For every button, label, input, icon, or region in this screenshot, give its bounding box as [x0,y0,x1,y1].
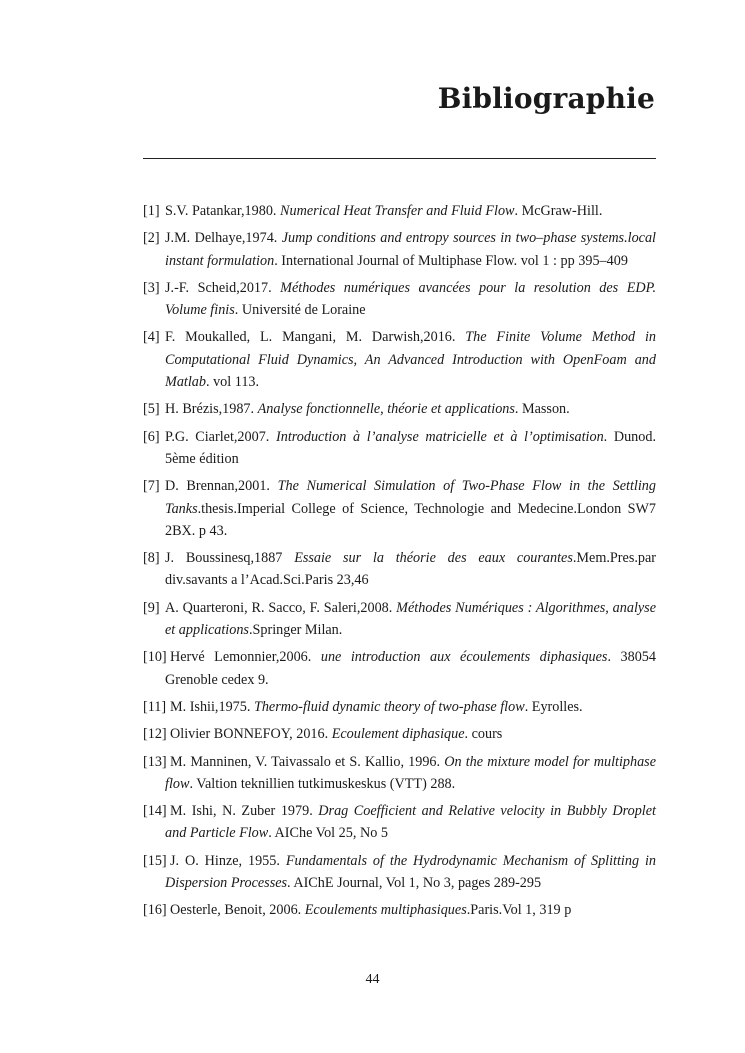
bibliography-entry [143,646,656,691]
entry-title: Ecoulement diphasique [331,726,465,743]
entry-publisher: . Université de Loraine [234,302,366,319]
entry-publisher: . vol 113. [205,374,260,391]
entry-text [165,401,570,417]
entry-authors-year: P.G. Ciarlet,2007. [165,428,276,445]
bibliography-entry [143,800,656,845]
entry-publisher: .Springer Milan. [248,622,343,639]
entry-text [165,649,656,687]
bibliography-entry [143,723,656,745]
entry-title: Ecoulements multiphasiques [304,902,467,919]
bibliography-entry [143,899,656,921]
entry-text [170,699,583,715]
entry-number: [7] [143,478,160,495]
chapter-title: Bibliographie [437,82,655,115]
entry-title: Jump conditions and entropy sources in two–phase systems.local instant formulation [165,230,656,269]
entry-authors-year: A. Quarteroni, R. Sacco, F. Saleri,2008. [165,599,397,616]
entry-text [165,429,656,467]
entry-text [165,550,656,588]
entry-authors-year: J. Boussinesq,1887 [165,550,295,567]
entry-text [165,230,656,268]
entry-authors-year: M. Manninen, V. Taivassalo et S. Kallio, 1996. [170,753,445,770]
entry-number: [2] [143,230,160,247]
entry-title: Fundamentals of the Hydrodynamic Mechanism of Splitting in Dispersion Processes [165,852,656,892]
bibliography-entry [143,475,656,542]
entry-publisher: . Dunod. 5ème édition [165,428,657,467]
entry-publisher: . AIChE Journal, Vol 1, No 3, pages 289-295 [287,875,542,892]
entry-title: Numerical Heat Transfer and Fluid Flow [280,203,515,219]
entry-title: Essaie sur la théorie des eaux courantes [294,550,573,567]
bibliography-entry [143,751,656,796]
entry-text [165,203,602,219]
entry-publisher: . Eyrolles. [524,698,583,715]
bibliography-entry [143,326,656,393]
entry-number: [9] [143,599,160,616]
entry-authors-year: J.-F. Scheid,2017. [165,279,281,296]
entry-title: Introduction à l’analyse matricielle et à l’optimisation [276,428,604,445]
entry-text [170,902,571,918]
entry-title: On the mixture model for multiphase flow [165,753,656,792]
bibliography-entry [143,277,656,322]
bibliography-entry [143,200,656,222]
page-number: 44 [365,972,380,987]
entry-publisher: .Paris.Vol 1, 319 p [466,902,572,919]
entry-number: [14] [143,803,167,820]
entry-text [165,803,656,841]
entry-number: [8] [143,550,160,567]
entry-number: [5] [143,401,160,418]
entry-authors-year: Olivier BONNEFOY, 2016. [170,726,332,743]
entry-publisher: . cours [464,726,503,743]
bibliography-entry [143,597,656,642]
entry-number: [1] [143,203,160,219]
entry-publisher: . Valtion teknillien tutkimuskeskus (VTT) 288. [189,775,456,792]
entry-publisher: . McGraw-Hill. [514,203,603,219]
entry-number: [15] [143,852,167,869]
entry-title: The Numerical Simulation of Two-Phase Flow in the Settling Tanks [165,478,656,517]
entry-number: [10] [143,649,167,666]
entry-authors-year: H. Brézis,1987. [165,401,258,418]
entry-title: Méthodes numériques avancées pour la resolution des EDP. Volume finis [165,279,656,319]
entry-text [165,600,656,638]
bibliography-entry [143,547,656,592]
entry-number: [11] [143,698,167,715]
entry-authors-year: Oesterle, Benoit, 2006. [170,902,305,919]
entry-number: [13] [143,753,167,770]
entry-title: The Finite Volume Method in Computational Fluid Dynamics, An Advanced Introduction with OpenFoam and Matlab [165,329,656,391]
entry-authors-year: M. Ishi, N. Zuber 1979. [170,803,319,820]
entry-authors-year: M. Ishii,1975. [170,698,254,715]
entry-text [165,478,656,539]
entry-publisher: . 38054 Grenoble cedex 9. [165,649,656,688]
entry-authors-year: J.M. Delhaye,1974. [165,230,282,247]
entry-title: Méthodes Numériques : Algorithmes, analyse et applications [165,599,656,639]
entry-number: [6] [143,428,160,445]
entry-authors-year: D. Brennan,2001. [165,478,278,495]
title-rule [143,158,656,159]
bibliography-entry [143,696,656,718]
entry-title: Drag Coefficient and Relative velocity in Bubbly Droplet and Particle Flow [165,803,656,842]
entry-number: [4] [143,329,160,346]
entry-title: Analyse fonctionnelle, théorie et applications [257,401,515,418]
entry-title: une introduction aux écoulements diphasiques [320,649,608,666]
entry-text [165,280,656,318]
entry-number: [12] [143,726,167,743]
entry-publisher: . AIChe Vol 25, No 5 [268,825,388,842]
entry-authors-year: F. Moukalled, L. Mangani, M. Darwish,2016. [165,329,466,346]
entry-publisher: .Mem.Pres.par div.savants a l’Acad.Sci.Paris 23,46 [165,550,657,589]
entry-authors-year: Hervé Lemonnier,2006. [170,649,321,666]
entry-text [165,329,656,390]
entry-title: Thermo-fluid dynamic theory of two-phase flow [253,698,525,715]
entry-text [165,853,656,891]
bibliography-entry [143,227,656,272]
entry-number: [16] [143,902,167,919]
bibliography-entry [143,426,656,471]
bibliography-list [143,200,656,927]
entry-authors-year: J. O. Hinze, 1955. [170,852,286,869]
entry-text [170,726,502,742]
entry-publisher: . International Journal of Multiphase Flow. vol 1 : pp 395–409 [274,252,628,269]
entry-authors-year: S.V. Patankar,1980. [165,203,281,219]
bibliography-entry [143,398,656,420]
entry-publisher: .thesis.Imperial College of Science, Technologie and Medecine.London SW7 2BX. p 43. [165,500,656,539]
bibliography-entry [143,850,656,895]
entry-publisher: . Masson. [514,401,570,418]
entry-text [165,754,656,792]
entry-number: [3] [143,279,160,296]
